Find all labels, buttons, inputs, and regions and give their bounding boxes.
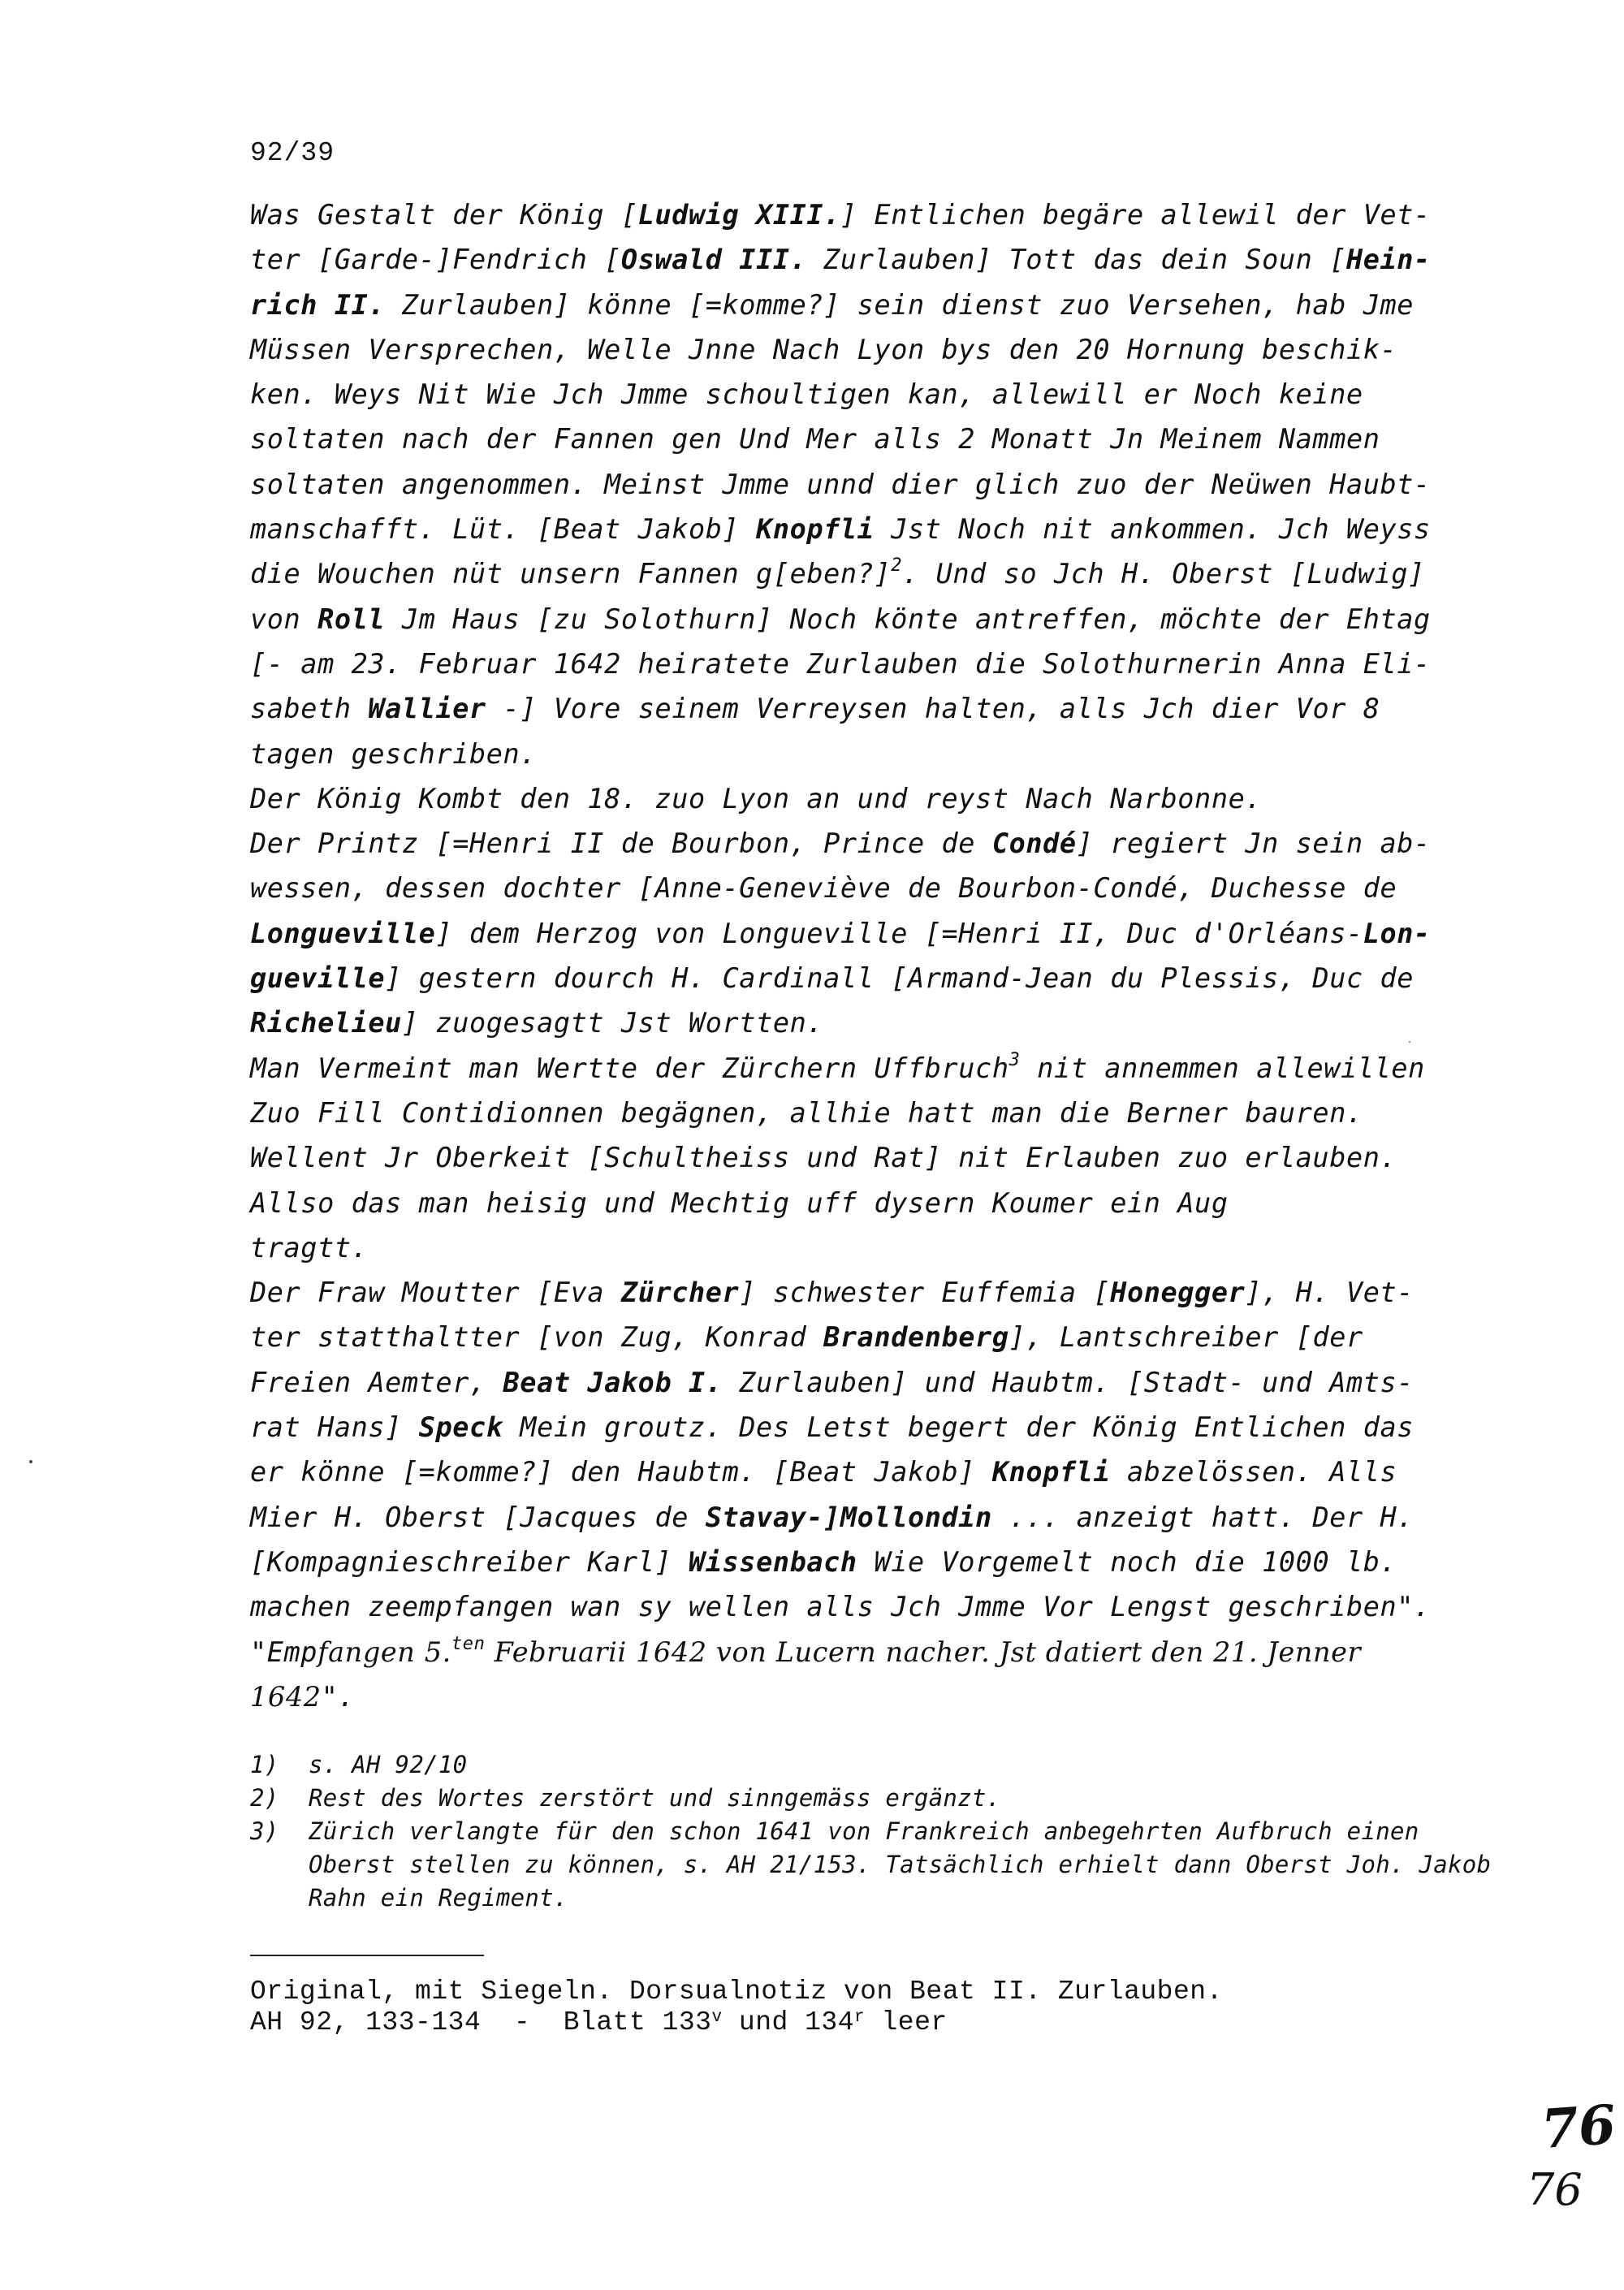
text-segment: . Und so Jch H. Oberst [Ludwig]: [902, 558, 1425, 590]
source-note: [250, 1977, 1223, 2038]
footnote-marker: ten: [451, 1633, 486, 1654]
text-segment: tragtt.: [250, 1231, 369, 1264]
text-segment: Was Gestalt der König [: [250, 199, 638, 231]
text-segment: rat Hans]: [250, 1411, 419, 1444]
bold-name: Lon-: [1363, 917, 1431, 949]
text-segment: soltaten angenommen. Meinst Jmme unnd dier glich zuo der Neüwen Haubt-: [250, 468, 1431, 500]
text-segment: Der Printz [=Henri II de Bourbon, Prince de: [250, 827, 992, 860]
text-segment: ter [Garde-]Fendrich [: [250, 244, 621, 276]
text-segment: Freien Aemter,: [250, 1366, 503, 1398]
text-segment: ] zuogesagtt Jst Wortten.: [401, 1007, 824, 1039]
text-segment: Jst Noch nit ankommen. Jch Weyss: [874, 513, 1431, 546]
bold-name: Ludwig XIII.: [637, 199, 840, 231]
text-line: [250, 1495, 1501, 1540]
text-segment: Der Fraw Moutter [Eva: [250, 1277, 621, 1309]
text-line: [250, 417, 1501, 461]
handwritten-page-number-secondary: 76: [1527, 2164, 1583, 2215]
footnote: [250, 1782, 1509, 1815]
bold-name: rich II.: [250, 288, 386, 321]
text-segment: Mein groutz. Des Letst begert der König Entlichen das: [503, 1411, 1415, 1444]
text-line: [250, 1540, 1501, 1584]
footnote: [250, 1815, 1509, 1915]
text-segment: Zurlauben] und Haubtm. [Stadt- und Amts-: [722, 1366, 1415, 1398]
text-segment: ], Lantschreiber [der: [1009, 1321, 1363, 1354]
letter-transcription: [250, 192, 1501, 1719]
text-line: [250, 866, 1501, 910]
text-line: [250, 1450, 1501, 1494]
text-line: [250, 1674, 1501, 1719]
text-line: [250, 1630, 1501, 1674]
footnote-text: Rest des Wortes zerstört und sinngemäss ergänzt.: [309, 1784, 1001, 1812]
text-line: [250, 283, 1501, 327]
bold-name: gueville: [250, 962, 386, 995]
footnote-separator: [250, 1955, 484, 1956]
text-line: [250, 956, 1501, 1000]
footnote: [250, 1748, 1509, 1782]
footnote-marker: 2: [891, 555, 903, 577]
bold-name: Roll: [317, 603, 386, 635]
handwritten-note: 1642: [250, 1680, 322, 1713]
text-line: [250, 237, 1501, 282]
text-segment: wessen, dessen dochter [Anne-Geneviève de Bourbon-Condé, Duchesse de: [250, 872, 1397, 905]
text-segment: ] gestern dourch H. Cardinall [Armand-Jean du Plessis, Duc de: [385, 962, 1415, 995]
text-segment: Jm Haus [zu Solothurn] Noch könte antreffen, möchte der Ehtag: [385, 603, 1431, 635]
text-segment: Mier H. Oberst [Jacques de: [250, 1501, 706, 1533]
source-line-2: AH 92, 133-134 - Blatt 133$^v$ und 134$^r$ leer: [250, 2007, 948, 2037]
text-line: [250, 642, 1501, 686]
bold-name: Longueville: [250, 917, 436, 949]
text-segment: Zurlauben] Tott das dein Soun [: [806, 244, 1346, 276]
scan-speck: [1409, 1041, 1410, 1043]
text-segment: machen zeempfangen wan sy wellen alls Jch Jmme Vor Lengst geschriben".: [250, 1591, 1431, 1623]
text-segment: Wie Vorgemelt noch die 1000 lb.: [857, 1545, 1397, 1578]
bold-name: Condé: [991, 827, 1077, 860]
source-line-1: Original, mit Siegeln. Dorsualnotiz von Beat II. Zurlauben.: [250, 1977, 1223, 2007]
bold-name: Hein-: [1346, 244, 1431, 276]
text-segment: -] Vore seinem Verreysen halten, alls Jch dier Vor 8: [486, 693, 1380, 725]
bold-name: Wissenbach: [689, 1545, 857, 1578]
text-segment: ], H. Vet-: [1245, 1277, 1415, 1309]
text-segment: Zuo Fill Contidionnen begägnen, allhie hatt man die Berner bauren.: [250, 1096, 1363, 1129]
text-line: [250, 1225, 1501, 1270]
bold-name: Speck: [418, 1411, 503, 1444]
bold-name: Knopfli: [991, 1456, 1111, 1488]
text-segment: manschafft. Lüt. [Beat Jakob]: [250, 513, 757, 546]
text-segment: [Kompagnieschreiber Karl]: [250, 1545, 689, 1578]
text-segment: Allso das man heisig und Mechtig uff dysern Koumer ein Aug: [250, 1186, 1229, 1219]
handwritten-page-number: 76: [1539, 2092, 1618, 2162]
text-line: [250, 192, 1501, 237]
text-segment: Man Vermeint man Wertte der Zürchern Uffbruch: [250, 1052, 1009, 1084]
bold-name: Wallier: [368, 693, 486, 725]
text-segment: Wellent Jr Oberkeit [Schultheiss und Rat] nit Erlauben zuo erlauben.: [250, 1142, 1397, 1174]
text-segment: [- am 23. Februar 1642 heiratete Zurlauben die Solothurnerin Anna Eli-: [250, 647, 1431, 680]
text-line: [250, 686, 1501, 731]
bold-name: Beat Jakob I.: [503, 1366, 723, 1398]
bold-name: Honegger: [1110, 1277, 1246, 1309]
text-line: [250, 1405, 1501, 1450]
scan-speck: [29, 1460, 32, 1463]
text-segment: tagen geschriben.: [250, 737, 538, 770]
text-line: [250, 1046, 1501, 1091]
footnote-number: 2): [250, 1784, 279, 1812]
text-line: [250, 821, 1501, 866]
text-segment: ] Entlichen begäre allewil der Vet-: [840, 199, 1431, 231]
bold-name: Stavay-]Mollondin: [705, 1501, 992, 1533]
footnote-number: 1): [250, 1751, 279, 1778]
page-number: 92/39: [250, 138, 335, 168]
text-segment: Müssen Versprechen, Welle Jnne Nach Lyon bys den 20 Hornung beschik-: [250, 333, 1397, 365]
text-segment: nit annemmen allewillen: [1020, 1052, 1425, 1084]
handwritten-note: fangen 5.: [317, 1635, 451, 1668]
text-line: [250, 732, 1501, 776]
text-line: [250, 1181, 1501, 1225]
text-segment: "Emp: [250, 1635, 318, 1668]
text-line: [250, 462, 1501, 507]
text-line: [250, 1360, 1501, 1405]
text-line: [250, 1135, 1501, 1180]
text-line: [250, 1091, 1501, 1135]
text-segment: ] regiert Jn sein ab-: [1076, 827, 1431, 860]
text-line: [250, 1584, 1501, 1629]
bold-name: Knopfli: [756, 513, 875, 546]
text-segment: ".: [321, 1680, 356, 1713]
text-line: [250, 597, 1501, 642]
handwritten-note: Februarii 1642 von Lucern nacher. Jst datiert den 21. Jenner: [485, 1635, 1362, 1668]
text-line: [250, 911, 1501, 956]
bold-name: Richelieu: [250, 1007, 402, 1039]
footnote-marker: 3: [1009, 1049, 1021, 1070]
text-segment: ] dem Herzog von Longueville [=Henri II, Duc d'Orléans-: [435, 917, 1363, 949]
text-line: [250, 551, 1501, 596]
text-segment: die Wouchen nüt unsern Fannen g[eben?]: [250, 558, 892, 590]
text-line: [250, 507, 1501, 551]
text-segment: ... anzeigt hatt. Der H.: [991, 1501, 1415, 1533]
text-segment: ken. Weys Nit Wie Jch Jmme schoultigen kan, allewill er Noch keine: [250, 378, 1363, 411]
footnotes: [250, 1748, 1509, 1915]
bold-name: Brandenberg: [823, 1321, 1009, 1354]
text-line: [250, 776, 1501, 821]
bold-name: Zürcher: [620, 1277, 740, 1309]
footnote-text: Zürich verlangte für den schon 1641 von Frankreich anbegehrten Aufbruch einen Oberst stellen zu können, s. AH 21/153. Tatsächlich erhielt dann Oberst Joh. Jakob Rahn ein Regiment.: [309, 1817, 1506, 1912]
text-line: [250, 372, 1501, 417]
text-segment: abzelössen. Alls: [1110, 1456, 1397, 1488]
footnote-text: s. AH 92/10: [309, 1751, 468, 1778]
text-segment: Der König Kombt den 18. zuo Lyon an und reyst Nach Narbonne.: [250, 782, 1263, 814]
text-segment: ] schwester Euffemia [: [739, 1277, 1111, 1309]
text-segment: er könne [=komme?] den Haubtm. [Beat Jakob]: [250, 1456, 992, 1488]
text-segment: von: [250, 603, 318, 635]
text-segment: soltaten nach der Fannen gen Und Mer alls 2 Monatt Jn Meinem Nammen: [250, 423, 1380, 456]
text-segment: sabeth: [250, 693, 369, 725]
bold-name: Oswald III.: [620, 244, 807, 276]
text-line: [250, 1270, 1501, 1315]
text-segment: Zurlauben] könne [=komme?] sein dienst zuo Versehen, hab Jme: [385, 288, 1415, 321]
text-line: [250, 1000, 1501, 1045]
text-segment: ter statthaltter [von Zug, Konrad: [250, 1321, 824, 1354]
footnote-number: 3): [250, 1817, 279, 1845]
text-line: [250, 1315, 1501, 1359]
text-line: [250, 327, 1501, 372]
